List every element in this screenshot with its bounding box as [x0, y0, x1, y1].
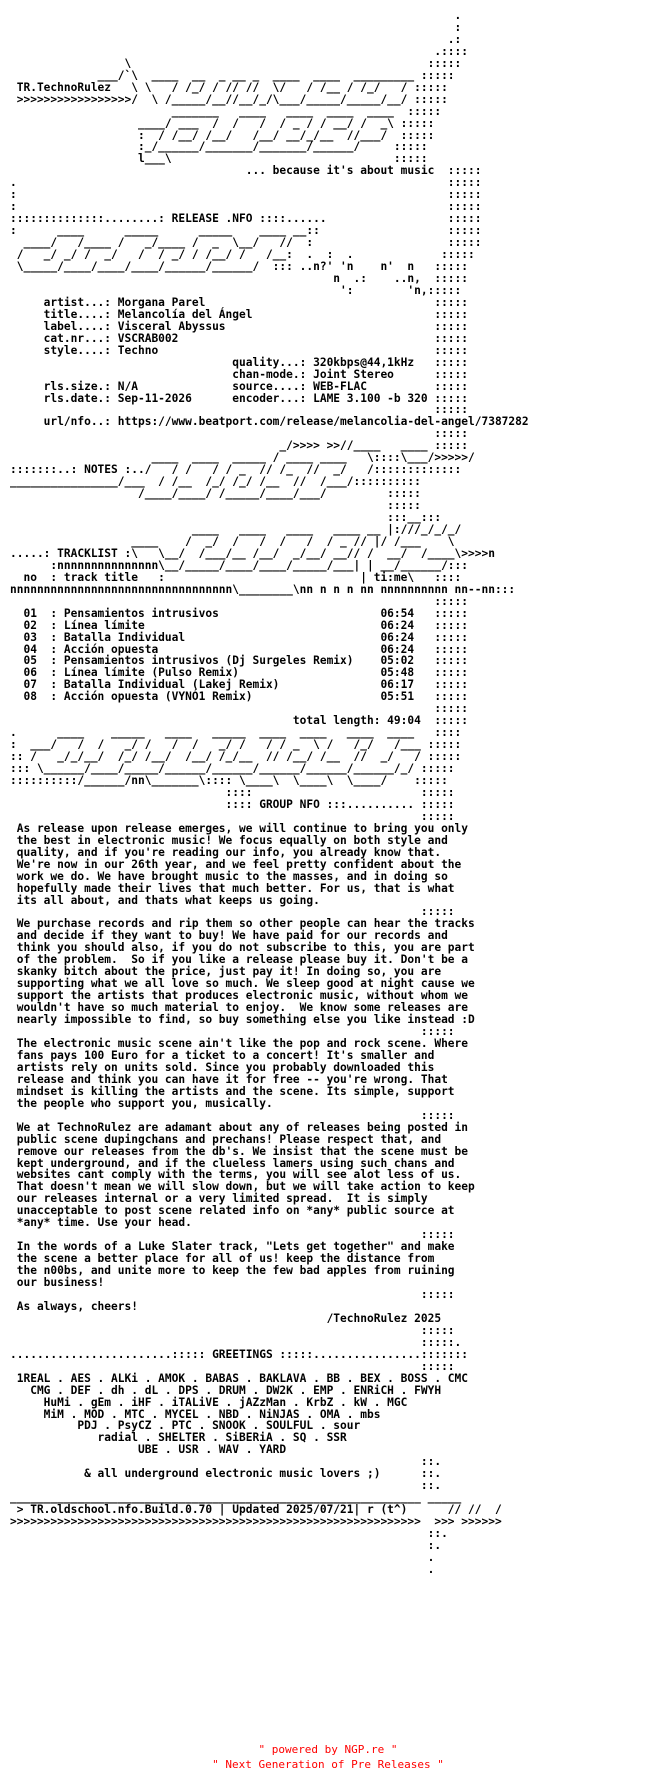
nfo-line: ::::: — [10, 594, 469, 608]
nfo-line: : / /__/ /__/ /__/ __/_/__ //___/ ::::: — [10, 128, 435, 142]
nfo-line: skanky bitch about the price, just pay it! In doing so, you are — [10, 965, 442, 979]
nfo-line: public scene dupingchans and prechans! Please respect that, and — [10, 1132, 442, 1146]
nfo-line: As always, cheers! — [10, 1299, 138, 1313]
nfo-line: 08 : Acción opuesta (VYNÓ1 Remix) 05:51 ::::: — [10, 690, 469, 704]
nfo-line: ::::: — [10, 1287, 455, 1301]
nfo-line: unacceptable to post scene related info on *any* public source at — [10, 1204, 455, 1218]
nfo-line: > TR.oldschool.nfo.Build.0.70 | Updated 2025/07/21| r (t^) // // / — [10, 1503, 502, 1517]
nfo-line: \ ::::: — [10, 56, 462, 70]
nfo-line: ': 'n,::::: — [10, 283, 462, 297]
nfo-line: :nnnnnnnnnnnnnnn\__/_____/____/____/_____/___| | __/______/::: — [10, 558, 469, 572]
nfo-line: rls.date.: Sep-11-2026 encoder...: LAME 3.100 -b 320 ::::: — [10, 391, 469, 405]
nfo-line: 1REAL . AES . ALKi . AMOK . BABAS . BAKLAVA . BB . BEX . BOSS . CMC — [10, 1371, 469, 1385]
nfo-line: . ::::: — [10, 176, 482, 190]
nfo-line: *any* time. Use your head. — [10, 1216, 192, 1230]
nfo-line: :. — [10, 1539, 442, 1552]
nfo-line: ::::: — [10, 702, 469, 716]
nfo-line: total length: 49:04 ::::: — [10, 714, 469, 728]
nfo-line: chan-mode.: Joint Stereo ::::: — [10, 367, 469, 381]
nfo-line: nnnnnnnnnnnnnnnnnnnnnnnnnnnnnnnnn\________\nn n n n nn nnnnnnnnnn nn--nn::: — [10, 582, 516, 596]
nfo-line: ::. — [10, 1527, 448, 1541]
nfo-line: ::: \______/____/_____/______/______/______/______/______/_/ ::::: — [10, 762, 455, 776]
nfo-line: l___\ ::::: — [10, 152, 428, 166]
nfo-line: ________________/___ / /__ /_/ /_/ /__ // /___/:::::::::: — [10, 475, 421, 489]
nfo-line: :::::. — [10, 1335, 462, 1349]
nfo-line: .: — [10, 32, 462, 46]
nfo-line: ____ ____ _____ / ____ ____ \::::\___/>>>>>/ — [10, 451, 475, 465]
nfo-line: support the artists that produces electronic music, without whom we — [10, 989, 469, 1003]
nfo-line: :::__::: — [10, 511, 442, 525]
nfo-line: .....: TRACKLIST :\ \__/ /___/__ /__/ _/__/ __// / __/ /____\>>>>n — [10, 546, 495, 560]
nfo-line: no : track title : | ti:me\ :::: — [10, 570, 462, 584]
nfo-line: kept underground, and if the clueless lamers using such chans and — [10, 1156, 455, 1170]
nfo-line: :::::::..: NOTES :../ / / / / _ // /_ // _/ /::::::::::::: — [10, 463, 462, 477]
nfo-line: its all about, and thats what keeps us going. — [10, 893, 320, 907]
nfo-line: n .: ..n, ::::: — [10, 271, 469, 285]
nfo-line: :::: ::::: — [10, 785, 455, 799]
nfo-line: style....: Techno ::::: — [10, 343, 469, 357]
nfo-line: ........................::::: GREETINGS :::::................::::::: — [10, 1347, 469, 1361]
nfo-line: We at TechnoRulez are adamant about any of releases being posted in — [10, 1120, 469, 1134]
nfo-line: our releases internal or a very limited spread. It is simply — [10, 1192, 428, 1206]
nfo-line: artists rely on units sold. Since you probably downloaded this — [10, 1060, 435, 1074]
nfo-line: ____ ____ ____ ____ __ |:///_/_/_/ — [10, 522, 462, 536]
nfo-line: supporting what we all love so much. We sleep good at night cause we — [10, 977, 475, 991]
nfo-line: remove our releases from the db's. We insist that the scene must be — [10, 1144, 469, 1158]
powered-by-line: " powered by NGP.re " — [258, 1743, 398, 1756]
nfo-line: & all underground electronic music lovers ;) ::. — [10, 1467, 442, 1481]
nfo-line: CMG . DEF . dh . dL . DPS . DRUM . DW2K . EMP . ENRiCH . FWYH — [10, 1383, 442, 1397]
nfo-line: 06 : Línea límite (Pulso Remix) 05:48 ::::: — [10, 666, 469, 680]
nfo-line: 03 : Batalla Individual 06:24 ::::: — [10, 630, 469, 644]
nfo-line: artist...: Morgana Parel ::::: — [10, 295, 469, 309]
nfo-line: >>>>>>>>>>>>>>>>>>>>>>>>>>>>>>>>>>>>>>>>>>>>>>>>>>>>>>>>>>>>> >>> >>>>>> — [10, 1515, 502, 1529]
nfo-line: : ::::: — [10, 188, 482, 202]
nfo-line: url/nfo..: https://www.beatport.com/release/melancolia-del-angel/7387282 — [10, 415, 529, 429]
nfo-line: ... because it's about music ::::: — [10, 164, 482, 178]
nfo-line: think you should also, if you do not subscribe to this, you are part — [10, 941, 475, 955]
nfo-line: :: / _/_/__/ /_/ /__/ /__/ /_/__ // /__/ /__ // _/ / ::::: — [10, 750, 462, 764]
nfo-line: quality...: 320kbps@44,1kHz ::::: — [10, 355, 469, 369]
nfo-line: :_/______/_______/_______/______/ ::::: — [10, 140, 428, 154]
nfo-line: 01 : Pensamientos intrusivos 06:54 ::::: — [10, 606, 469, 620]
nfo-line: :::: GROUP NFO :::.......... ::::: — [10, 797, 455, 811]
powered-by-footer — [0, 1742, 656, 1772]
nfo-line: ::::: — [10, 1323, 455, 1337]
nfo-line: title....: Melancolía del Ángel ::::: — [10, 307, 469, 321]
nfo-line: 04 : Acción opuesta 06:24 ::::: — [10, 642, 469, 656]
nfo-line: work we do. We have brought music to the masses, and in doing so — [10, 869, 448, 883]
nfo-line: of the problem. So if you like a release please buy it. Don't be a — [10, 953, 469, 967]
nfo-line: / _/ _/ / _/ / / _/ / /__/ / /__: . : . ::::: — [10, 248, 475, 262]
nfo-line: radial . SHELTER . SiBERiA . SQ . SSR — [10, 1431, 347, 1445]
nfo-line: 05 : Pensamientos intrusivos (Dj Surgeles Remix) 05:02 ::::: — [10, 654, 469, 668]
nfo-line: the best in electronic music! We focus equally on both style and — [10, 833, 448, 847]
nfo-line: ____ / _/ / / / / / _ // |/ /___ \ — [10, 534, 455, 548]
nfo-line: . — [10, 9, 462, 22]
nfo-line: _____________________________________________________________ _____ — [10, 1491, 462, 1505]
nfo-line: 02 : Línea límite 06:24 ::::: — [10, 618, 469, 632]
nfo-line: label....: Visceral Abyssus ::::: — [10, 319, 469, 333]
nfo-line: : — [10, 20, 462, 34]
nfo-line: ::::: — [10, 1108, 455, 1122]
nfo-line: /TechnoRulez 2025 — [10, 1311, 442, 1325]
nfo-line: ::::: — [10, 1025, 455, 1039]
nfo-line: nearly impossible to find, so buy something else you like instead :D — [10, 1013, 475, 1027]
nfo-line: the scene a better place for all of us! keep the distance from — [10, 1252, 435, 1266]
nfo-line: the n00bs, and unite more to keep the few bad apples from ruining — [10, 1264, 455, 1278]
nfo-line: our business! — [10, 1276, 105, 1290]
nfo-line: websites cant comply with the terms, you will see alot less of us. — [10, 1168, 462, 1182]
nfo-line: fans pays 100 Euro for a ticket to a concert! It's smaller and — [10, 1048, 435, 1062]
nfo-line: That doesn't mean we will slow down, but we will take action to keep — [10, 1180, 475, 1194]
nfo-line: _______ ____ ____ ____ ____ ::::: — [10, 104, 442, 118]
nfo-line: quality, and if you're reading our info, you already know that. — [10, 845, 442, 859]
nfo-line: . — [10, 1562, 435, 1576]
nfo-line: /____/____/ /_____/____/___/ ::::: — [10, 487, 421, 501]
nfo-line: : ____ _____ _____ ____ __:: ::::: — [10, 224, 482, 238]
nfo-line: PDJ . PsyCZ . PTC . SNOOK . SOULFUL . sour — [10, 1419, 361, 1433]
nfo-line: ::::: — [10, 499, 421, 513]
nfo-line: In the words of a Luke Slater track, "Lets get together" and make — [10, 1240, 455, 1254]
nfo-line: . ____ _____ ____ _____ ____ ____ ____ ____ :::: — [10, 726, 462, 740]
nfo-line: ::::: — [10, 809, 455, 823]
nfo-line: TR.TechnoRulez \ \ / /_/ / // // \/ / /__ / /_/ / ::::: — [10, 80, 448, 94]
nfo-line: _/>>>> >>//____ ____ ::::: — [10, 439, 469, 453]
nfo-line: ::::: — [10, 427, 469, 441]
nfo-line: mindset is killing the artists and the scene. Its simple, support — [10, 1084, 455, 1098]
nfo-line: ::::: — [10, 1228, 455, 1242]
nfo-line: ::::::::::/______/nn\_______\:::: \____\ \____\ \____/ ::::: — [10, 774, 448, 787]
nfo-line: .:::: — [10, 44, 469, 58]
nfo-line: : ___/ / / _/ / / / _/ / / / _ \ / /_/ /___ ::::: — [10, 738, 462, 752]
nfo-line: hopefully made their lives that much better. For us, that is what — [10, 881, 455, 895]
nfo-line: rls.size.: N/A source....: WEB-FLAC ::::: — [10, 379, 469, 393]
nfo-line: ::. — [10, 1479, 442, 1493]
next-generation-line: " Next Generation of Pre Releases " — [212, 1758, 444, 1771]
nfo-line: 07 : Batalla Individual (Lakej Remix) 06:17 ::::: — [10, 678, 469, 692]
nfo-line: HuMi . gEm . iHF . iTALiVE . jAZzMan . KrbZ . kW . MGC — [10, 1395, 408, 1409]
nfo-line: ::. — [10, 1455, 442, 1469]
nfo-line: ::::: — [10, 403, 469, 417]
nfo-ascii-document — [10, 10, 529, 1576]
nfo-line: MiM . MOD . MTC . MYCEL . NBD . NiNJAS . OMA . mbs — [10, 1407, 381, 1421]
nfo-line: >>>>>>>>>>>>>>>>>/ \ /_____/__//__/_/\___/_____/_____/__/ ::::: — [10, 92, 448, 106]
nfo-line: cat.nr...: VSCRAB002 ::::: — [10, 331, 469, 345]
nfo-line: ____/ /____ / _/____ / _ \__/ // : ::::: — [10, 236, 482, 250]
nfo-line: and decide if they want to buy! We have paid for our records and — [10, 929, 448, 943]
nfo-line: ::::::::::::::........: RELEASE .NFO ::::...... ::::: — [10, 212, 482, 226]
nfo-line: We purchase records and rip them so other people can hear the tracks — [10, 917, 475, 931]
nfo-line: As release upon release emerges, we will continue to bring you only — [10, 821, 469, 835]
nfo-line: The electronic music scene ain't like the pop and rock scene. Where — [10, 1036, 469, 1050]
nfo-line: We're now in our 26th year, and we feel pretty confident about the — [10, 857, 462, 871]
nfo-line: release and think you can have it for free -- you're wrong. That — [10, 1072, 448, 1086]
nfo-line: wouldn't have so much material to enjoy. We know some releases are — [10, 1001, 469, 1015]
nfo-line: ___/`\ ____ __ _ __ _ ____ ____ _________ ::::: — [10, 68, 455, 82]
nfo-line: the people who support you, musically. — [10, 1096, 273, 1110]
nfo-line: : ::::: — [10, 200, 482, 214]
nfo-line: ::::: — [10, 905, 455, 919]
nfo-line: ::::: — [10, 1359, 455, 1373]
nfo-line: ____/ ___ / / / / _ / / __/ / _\ ::::: — [10, 116, 435, 130]
nfo-line: UBE . USR . WAV . YARD — [10, 1443, 287, 1457]
nfo-line: \_____/____/____/____/______/______/ ::: ..n?' 'n n' n ::::: — [10, 260, 469, 274]
nfo-line: . — [10, 1550, 435, 1564]
